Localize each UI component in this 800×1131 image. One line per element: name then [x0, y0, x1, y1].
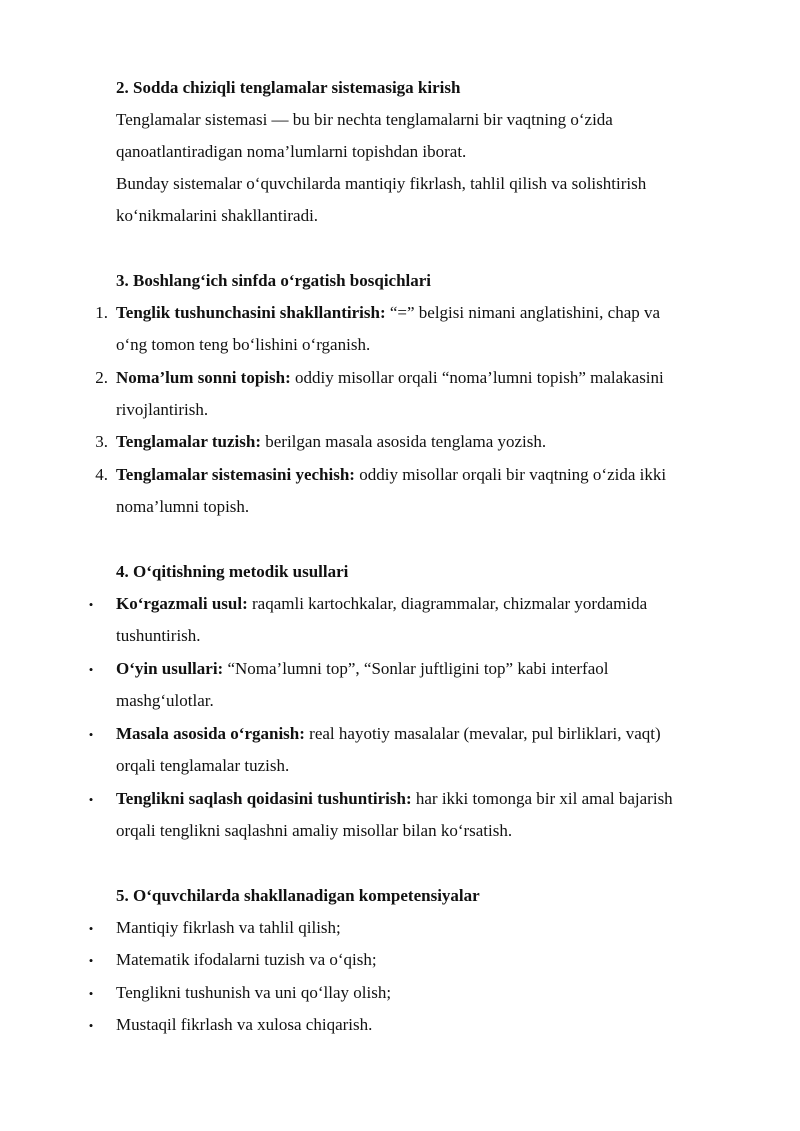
list-number: 3.: [95, 432, 108, 451]
bullet-icon: •: [88, 1018, 94, 1033]
list-item-term: Tenglamalar sistemasini yechish:: [116, 465, 355, 484]
list-number: 2.: [95, 368, 108, 387]
list-number: 1.: [95, 303, 108, 322]
list-item-text: raqamli kartochkalar, diagrammalar, chizmalar yordamida: [247, 594, 648, 613]
section-2-heading: 2. Sodda chiziqli tenglamalar sistemasiga kirish: [116, 78, 461, 97]
list-item-line: [116, 659, 608, 679]
section-2-text-line: Bunday sistemalar o‘quvchilarda mantiqiy fikrlash, tahlil qilish va solishtirish: [116, 174, 647, 193]
list-item-line: rivojlantirish.: [116, 400, 209, 419]
list-item-line: [116, 724, 661, 744]
list-item-text: Tenglikni tushunish va uni qo‘llay olish;: [116, 983, 392, 1002]
list-number: 4.: [95, 465, 108, 484]
list-item-text: Mantiqiy fikrlash va tahlil qilish;: [116, 918, 341, 937]
list-item-line: noma’lumni topish.: [116, 497, 250, 516]
list-item-line: mashg‘ulotlar.: [116, 691, 214, 710]
bullet-icon: •: [88, 727, 94, 742]
list-item-term: Tenglamalar tuzish:: [116, 432, 261, 451]
list-item-line: orqali tenglikni saqlashni amaliy misollar bilan ko‘rsatish.: [116, 821, 513, 840]
list-item-term: Tenglik tushunchasini shakllantirish:: [116, 303, 386, 322]
section-3-heading: 3. Boshlang‘ich sinfda o‘rgatish bosqichlari: [116, 271, 432, 290]
list-item-line: o‘ng tomon teng bo‘lishini o‘rganish.: [116, 335, 371, 354]
list-item-line: [116, 594, 647, 614]
list-item-term: Noma’lum sonni topish:: [116, 368, 291, 387]
list-item-term: Tenglikni saqlash qoidasini tushuntirish:: [116, 789, 412, 808]
section-2-text-line: qanoatlantiradigan noma’lumlarni topishdan iborat.: [116, 142, 467, 161]
list-item-line: [116, 465, 666, 485]
list-item-line: [116, 432, 546, 452]
list-item-text: Mustaqil fikrlash va xulosa chiqarish.: [116, 1015, 373, 1034]
list-item-text: berilgan masala asosida tenglama yozish.: [261, 432, 547, 451]
list-item-text: real hayotiy masalalar (mevalar, pul birliklari, vaqt): [304, 724, 661, 743]
list-item-line: tushuntirish.: [116, 626, 201, 645]
list-item-text: har ikki tomonga bir xil amal bajarish: [411, 789, 673, 808]
section-5-heading: 5. O‘quvchilarda shakllanadigan kompetensiyalar: [116, 886, 480, 905]
list-item-line: [116, 368, 664, 388]
list-item-text: Matematik ifodalarni tuzish va o‘qish;: [116, 950, 377, 969]
bullet-icon: •: [88, 986, 94, 1001]
bullet-icon: •: [88, 597, 94, 612]
section-4-heading: 4. O‘qitishning metodik usullari: [116, 562, 349, 581]
bullet-icon: •: [88, 921, 94, 936]
list-item-text: oddiy misollar orqali bir vaqtning o‘zida ikki: [354, 465, 667, 484]
bullet-icon: •: [88, 792, 94, 807]
list-item-term: Ko‘rgazmali usul:: [116, 594, 248, 613]
bullet-icon: •: [88, 662, 94, 677]
bullet-icon: •: [88, 953, 94, 968]
list-item-text: “Noma’lumni top”, “Sonlar juftligini top” kabi interfaol: [223, 659, 609, 678]
list-item-line: [116, 789, 673, 809]
list-item-line: orqali tenglamalar tuzish.: [116, 756, 290, 775]
list-item-line: [116, 303, 660, 323]
section-2-text-line: Tenglamalar sistemasi — bu bir nechta tenglamalarni bir vaqtning o‘zida: [116, 110, 613, 129]
list-item-text: “=” belgisi nimani anglatishini, chap va: [385, 303, 661, 322]
section-2-text-line: ko‘nikmalarini shakllantiradi.: [116, 206, 319, 225]
list-item-text: oddiy misollar orqali “noma’lumni topish” malakasini: [290, 368, 664, 387]
list-item-term: O‘yin usullari:: [116, 659, 224, 678]
list-item-term: Masala asosida o‘rganish:: [116, 724, 305, 743]
